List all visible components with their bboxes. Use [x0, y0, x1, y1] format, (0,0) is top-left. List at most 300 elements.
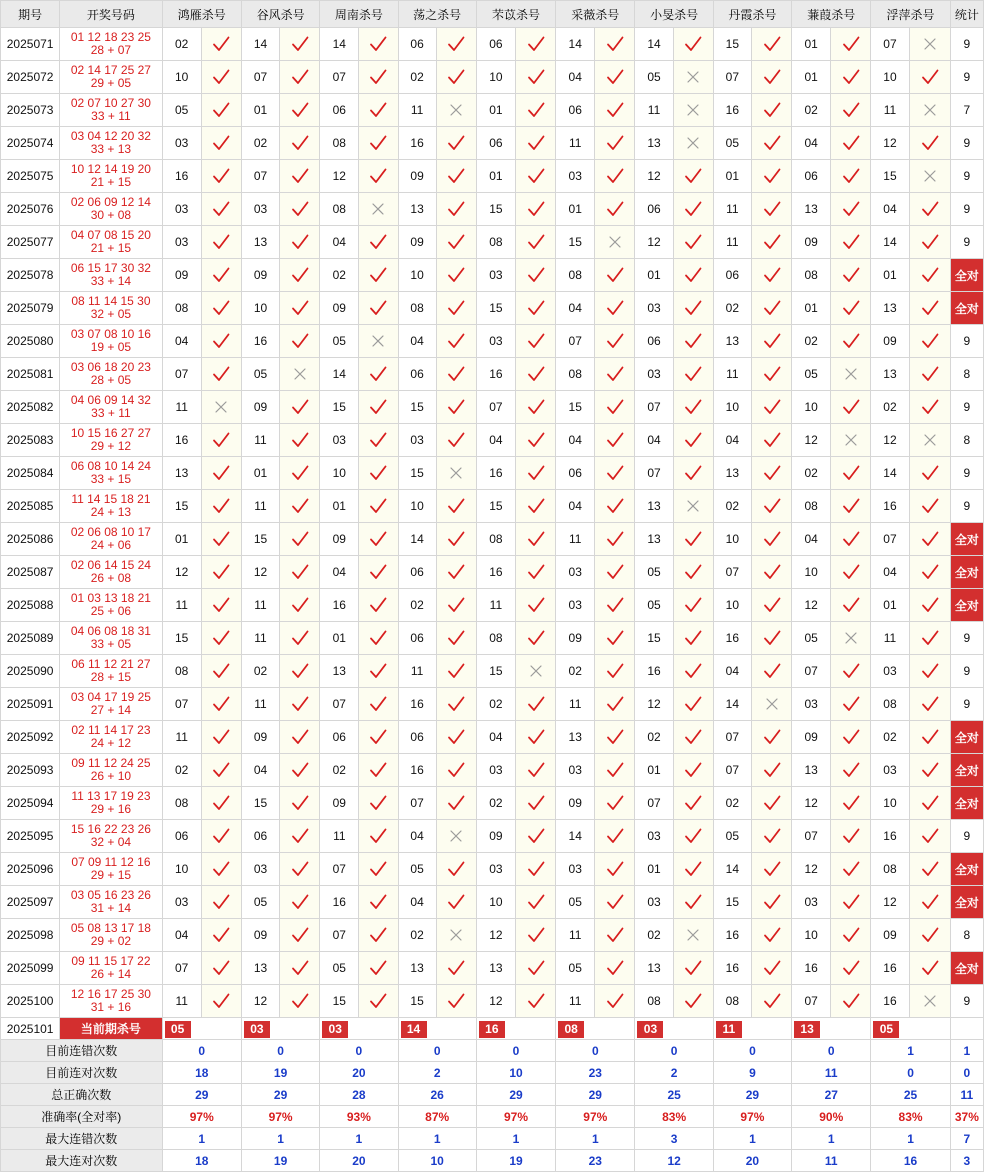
check-icon: [369, 794, 387, 812]
check-icon: [684, 464, 702, 482]
kill-number: 02: [398, 919, 436, 952]
hit-mark: [909, 259, 950, 292]
check-icon: [212, 794, 230, 812]
hit-mark: [515, 886, 555, 919]
check-icon: [447, 794, 465, 812]
check-icon: [921, 68, 939, 86]
stat-value: 1: [476, 1128, 555, 1150]
hit-mark: [909, 391, 950, 424]
check-icon: [763, 167, 781, 185]
check-icon: [212, 233, 230, 251]
period-cell: 2025084: [1, 457, 60, 490]
hit-mark: [751, 523, 791, 556]
miss-mark: [436, 457, 476, 490]
draw-back-numbers: 28 + 07: [90, 43, 132, 57]
hit-mark: [831, 919, 871, 952]
hit-mark: [751, 721, 791, 754]
hit-mark: [280, 28, 320, 61]
draw-back-numbers: 21 + 15: [90, 241, 132, 255]
expert-header[interactable]: 周南杀号: [320, 1, 398, 28]
kill-number: 10: [871, 61, 909, 94]
cross-icon: [922, 36, 938, 52]
stat-value: 27: [792, 1084, 871, 1106]
check-icon: [606, 167, 624, 185]
check-icon: [291, 728, 309, 746]
kill-number: 05: [162, 94, 201, 127]
total-count: 8: [950, 358, 983, 391]
check-icon: [369, 563, 387, 581]
check-icon: [212, 530, 230, 548]
kill-number: 13: [871, 358, 909, 391]
hit-mark: [673, 820, 713, 853]
kill-number: 01: [241, 94, 279, 127]
check-icon: [527, 563, 545, 581]
check-icon: [763, 365, 781, 383]
hit-mark: [673, 589, 713, 622]
draw-back-numbers: 26 + 08: [90, 571, 132, 585]
kill-number: 09: [792, 226, 831, 259]
hit-mark: [359, 292, 398, 325]
period-cell: 2025089: [1, 622, 60, 655]
stat-value: 29: [162, 1084, 241, 1106]
kill-number: 13: [635, 490, 673, 523]
check-icon: [606, 563, 624, 581]
hit-mark: [201, 490, 241, 523]
check-icon: [921, 299, 939, 317]
check-icon: [369, 398, 387, 416]
kill-number: 07: [635, 787, 673, 820]
check-icon: [291, 695, 309, 713]
hit-mark: [201, 358, 241, 391]
kill-number: 16: [871, 952, 909, 985]
stat-row: [1, 1084, 984, 1106]
check-icon: [291, 332, 309, 350]
cross-icon: [685, 927, 701, 943]
kill-number: 16: [713, 952, 751, 985]
expert-header[interactable]: 谷风杀号: [241, 1, 319, 28]
total-count: 9: [950, 391, 983, 424]
miss-mark: [909, 985, 950, 1018]
draw-back-numbers: 24 + 13: [90, 505, 132, 519]
hit-mark: [909, 919, 950, 952]
check-icon: [291, 233, 309, 251]
draw-front-numbers: 06 15 17 30 32: [70, 261, 151, 275]
cross-icon: [922, 432, 938, 448]
kill-number: 02: [398, 61, 436, 94]
total-count: 9: [950, 127, 983, 160]
table-row: [1, 94, 984, 127]
hit-mark: [280, 754, 320, 787]
check-icon: [291, 893, 309, 911]
period-cell: 2025081: [1, 358, 60, 391]
check-icon: [527, 728, 545, 746]
hit-mark: [673, 391, 713, 424]
stat-row: [1, 1062, 984, 1084]
check-icon: [606, 926, 624, 944]
check-icon: [212, 200, 230, 218]
check-icon: [763, 68, 781, 86]
hit-mark: [515, 127, 555, 160]
kill-number: 08: [792, 490, 831, 523]
kill-number: 05: [398, 853, 436, 886]
miss-mark: [673, 94, 713, 127]
kill-number: 08: [635, 985, 673, 1018]
check-icon: [842, 167, 860, 185]
current-kill-badge: 03: [244, 1021, 270, 1038]
kill-number: 10: [162, 853, 201, 886]
hit-mark: [201, 886, 241, 919]
check-icon: [527, 629, 545, 647]
check-icon: [842, 893, 860, 911]
check-icon: [842, 35, 860, 53]
draw-numbers: [60, 787, 162, 820]
check-icon: [763, 827, 781, 845]
kill-number: 10: [713, 589, 751, 622]
check-icon: [212, 167, 230, 185]
hit-mark: [673, 358, 713, 391]
hit-mark: [909, 193, 950, 226]
hit-mark: [436, 259, 476, 292]
hit-mark: [201, 292, 241, 325]
kill-number: 03: [635, 886, 673, 919]
kill-number: 14: [556, 820, 595, 853]
total-count: 9: [950, 325, 983, 358]
check-icon: [606, 497, 624, 515]
check-icon: [921, 794, 939, 812]
hit-mark: [831, 952, 871, 985]
hit-mark: [359, 457, 398, 490]
stat-value: 97%: [476, 1106, 555, 1128]
kill-number: 10: [713, 391, 751, 424]
kill-number: 06: [320, 721, 359, 754]
miss-mark: [515, 655, 555, 688]
draw-front-numbers: 04 06 09 14 32: [70, 393, 151, 407]
draw-front-numbers: 09 11 15 17 22: [71, 954, 151, 968]
hit-mark: [673, 655, 713, 688]
draw-back-numbers: 32 + 05: [90, 307, 132, 321]
hit-mark: [595, 919, 635, 952]
kill-number: 15: [241, 787, 279, 820]
miss-mark: [909, 424, 950, 457]
hit-mark: [436, 655, 476, 688]
kill-number: 04: [241, 754, 279, 787]
cross-icon: [448, 465, 464, 481]
draw-back-numbers: 33 + 14: [90, 274, 132, 288]
hit-mark: [359, 127, 398, 160]
kill-number: 04: [320, 556, 359, 589]
check-icon: [369, 167, 387, 185]
kill-number: 16: [635, 655, 673, 688]
kill-number: 13: [792, 754, 831, 787]
expert-header[interactable]: 小旻杀号: [635, 1, 713, 28]
check-icon: [447, 761, 465, 779]
current-kill-cell: [398, 1018, 476, 1040]
hit-mark: [595, 490, 635, 523]
check-icon: [921, 134, 939, 152]
miss-mark: [280, 358, 320, 391]
stat-value: 25: [871, 1084, 950, 1106]
table-row: [1, 523, 984, 556]
all-correct-badge: 全对: [950, 886, 983, 919]
hit-mark: [673, 721, 713, 754]
check-icon: [527, 200, 545, 218]
kill-number: 02: [476, 787, 515, 820]
hit-mark: [436, 424, 476, 457]
kill-number: 06: [556, 94, 595, 127]
kill-number: 10: [792, 919, 831, 952]
current-kill-cell: [556, 1018, 635, 1040]
hit-mark: [909, 952, 950, 985]
kill-number: 07: [713, 721, 751, 754]
check-icon: [842, 992, 860, 1010]
cross-icon: [213, 399, 229, 415]
stat-value: 97%: [713, 1106, 791, 1128]
kill-number: 08: [162, 292, 201, 325]
check-icon: [684, 167, 702, 185]
table-row: [1, 424, 984, 457]
hit-mark: [673, 193, 713, 226]
table-row: [1, 721, 984, 754]
header-row: [1, 1, 984, 28]
stat-value: 10: [476, 1062, 555, 1084]
cross-icon: [685, 135, 701, 151]
draw-numbers: [60, 94, 162, 127]
stat-value: 23: [556, 1062, 635, 1084]
hit-mark: [831, 160, 871, 193]
hit-mark: [831, 391, 871, 424]
table-row: [1, 292, 984, 325]
kill-number: 03: [635, 292, 673, 325]
table-row: [1, 952, 984, 985]
kill-number: 09: [320, 523, 359, 556]
draw-numbers: [60, 886, 162, 919]
all-correct-badge: 全对: [950, 853, 983, 886]
check-icon: [606, 299, 624, 317]
kill-number: 16: [713, 94, 751, 127]
hit-mark: [280, 94, 320, 127]
kill-number: 04: [398, 325, 436, 358]
kill-number: 04: [871, 193, 909, 226]
miss-mark: [673, 919, 713, 952]
kill-number: 12: [162, 556, 201, 589]
check-icon: [606, 101, 624, 119]
miss-mark: [673, 127, 713, 160]
kill-number: 08: [476, 622, 515, 655]
hit-mark: [201, 820, 241, 853]
kill-number: 08: [162, 787, 201, 820]
hit-mark: [595, 985, 635, 1018]
hit-mark: [280, 985, 320, 1018]
kill-number: 05: [635, 589, 673, 622]
check-icon: [447, 167, 465, 185]
kill-number: 07: [320, 919, 359, 952]
kill-number: 15: [162, 622, 201, 655]
kill-number: 07: [162, 688, 201, 721]
kill-number: 06: [476, 127, 515, 160]
check-icon: [369, 35, 387, 53]
check-icon: [447, 266, 465, 284]
check-icon: [447, 200, 465, 218]
expert-header[interactable]: 芣苡杀号: [476, 1, 555, 28]
hit-mark: [280, 688, 320, 721]
check-icon: [763, 728, 781, 746]
check-icon: [842, 761, 860, 779]
period-cell: 2025086: [1, 523, 60, 556]
hit-mark: [201, 787, 241, 820]
check-icon: [447, 596, 465, 614]
hit-mark: [201, 523, 241, 556]
hit-mark: [436, 853, 476, 886]
kill-number: 08: [792, 259, 831, 292]
hit-mark: [201, 556, 241, 589]
hit-mark: [359, 556, 398, 589]
check-icon: [527, 365, 545, 383]
draw-back-numbers: 26 + 10: [90, 769, 132, 783]
check-icon: [369, 629, 387, 647]
hit-mark: [201, 589, 241, 622]
kill-number: 01: [713, 160, 751, 193]
draw-back-numbers: 30 + 08: [90, 208, 132, 222]
expert-header[interactable]: 采薇杀号: [556, 1, 635, 28]
check-icon: [369, 827, 387, 845]
check-icon: [763, 431, 781, 449]
kill-number: 06: [398, 622, 436, 655]
hit-mark: [751, 292, 791, 325]
draw-back-numbers: 19 + 05: [90, 340, 132, 354]
check-icon: [527, 530, 545, 548]
check-icon: [291, 35, 309, 53]
check-icon: [212, 68, 230, 86]
check-icon: [842, 926, 860, 944]
hit-mark: [831, 886, 871, 919]
check-icon: [842, 497, 860, 515]
kill-number: 11: [476, 589, 515, 622]
draw-front-numbers: 03 06 18 20 23: [70, 360, 151, 374]
kill-number: 16: [398, 688, 436, 721]
kill-number: 04: [556, 490, 595, 523]
expert-header[interactable]: 鸿雁杀号: [162, 1, 241, 28]
stat-value: 0: [398, 1040, 476, 1062]
total-count: 9: [950, 193, 983, 226]
kill-number: 12: [871, 424, 909, 457]
hit-mark: [595, 193, 635, 226]
hit-mark: [280, 160, 320, 193]
check-icon: [606, 464, 624, 482]
kill-number: 12: [792, 853, 831, 886]
check-icon: [606, 893, 624, 911]
cross-icon: [764, 696, 780, 712]
check-icon: [842, 332, 860, 350]
hit-mark: [673, 226, 713, 259]
kill-number: 04: [556, 424, 595, 457]
table-row: [1, 457, 984, 490]
hit-mark: [595, 259, 635, 292]
hit-mark: [595, 556, 635, 589]
draw-numbers: [60, 523, 162, 556]
kill-number: 16: [713, 622, 751, 655]
hit-mark: [436, 952, 476, 985]
period-cell: 2025085: [1, 490, 60, 523]
kill-number: 11: [556, 688, 595, 721]
draw-front-numbers: 02 06 14 15 24: [70, 558, 151, 572]
check-icon: [763, 233, 781, 251]
check-icon: [369, 365, 387, 383]
check-icon: [212, 431, 230, 449]
check-icon: [527, 299, 545, 317]
check-icon: [291, 761, 309, 779]
check-icon: [606, 365, 624, 383]
stat-value: 19: [476, 1150, 555, 1172]
expert-header[interactable]: 浮萍杀号: [871, 1, 950, 28]
miss-mark: [909, 28, 950, 61]
check-icon: [921, 959, 939, 977]
check-icon: [684, 992, 702, 1010]
check-icon: [527, 497, 545, 515]
kill-number: 04: [792, 127, 831, 160]
draw-front-numbers: 09 11 12 24 25: [71, 756, 151, 770]
check-icon: [369, 101, 387, 119]
check-icon: [606, 992, 624, 1010]
hit-mark: [436, 622, 476, 655]
check-icon: [684, 860, 702, 878]
miss-mark: [436, 94, 476, 127]
draw-back-numbers: 33 + 13: [90, 142, 132, 156]
all-correct-badge: 全对: [950, 556, 983, 589]
draw-numbers: [60, 688, 162, 721]
stat-label: 最大连错次数: [1, 1128, 163, 1150]
draw-front-numbers: 03 04 12 20 32: [70, 129, 151, 143]
hit-mark: [359, 754, 398, 787]
kill-number: 02: [792, 325, 831, 358]
hit-mark: [751, 655, 791, 688]
kill-number: 08: [162, 655, 201, 688]
check-icon: [369, 233, 387, 251]
kill-number: 07: [476, 391, 515, 424]
hit-mark: [909, 325, 950, 358]
hit-mark: [751, 919, 791, 952]
draw-header: 开奖号码: [60, 1, 162, 28]
draw-back-numbers: 25 + 06: [90, 604, 132, 618]
hit-mark: [359, 985, 398, 1018]
hit-mark: [436, 193, 476, 226]
hit-mark: [359, 424, 398, 457]
hit-mark: [751, 556, 791, 589]
kill-number: 06: [162, 820, 201, 853]
hit-mark: [673, 952, 713, 985]
kill-number: 06: [476, 28, 515, 61]
draw-front-numbers: 04 06 08 18 31: [70, 624, 151, 638]
draw-back-numbers: 29 + 15: [90, 868, 132, 882]
check-icon: [447, 563, 465, 581]
check-icon: [527, 992, 545, 1010]
draw-front-numbers: 01 03 13 18 21: [70, 591, 151, 605]
hit-mark: [595, 754, 635, 787]
current-total-cell: [950, 1018, 983, 1040]
check-icon: [842, 827, 860, 845]
expert-header[interactable]: 蒹葭杀号: [792, 1, 871, 28]
miss-mark: [673, 490, 713, 523]
hit-mark: [673, 325, 713, 358]
expert-header[interactable]: 丹霞杀号: [713, 1, 791, 28]
kill-number: 04: [556, 61, 595, 94]
hit-mark: [515, 28, 555, 61]
stat-value: 83%: [635, 1106, 713, 1128]
draw-numbers: [60, 358, 162, 391]
expert-header[interactable]: 荡之杀号: [398, 1, 476, 28]
check-icon: [684, 596, 702, 614]
kill-number: 15: [241, 523, 279, 556]
check-icon: [606, 596, 624, 614]
